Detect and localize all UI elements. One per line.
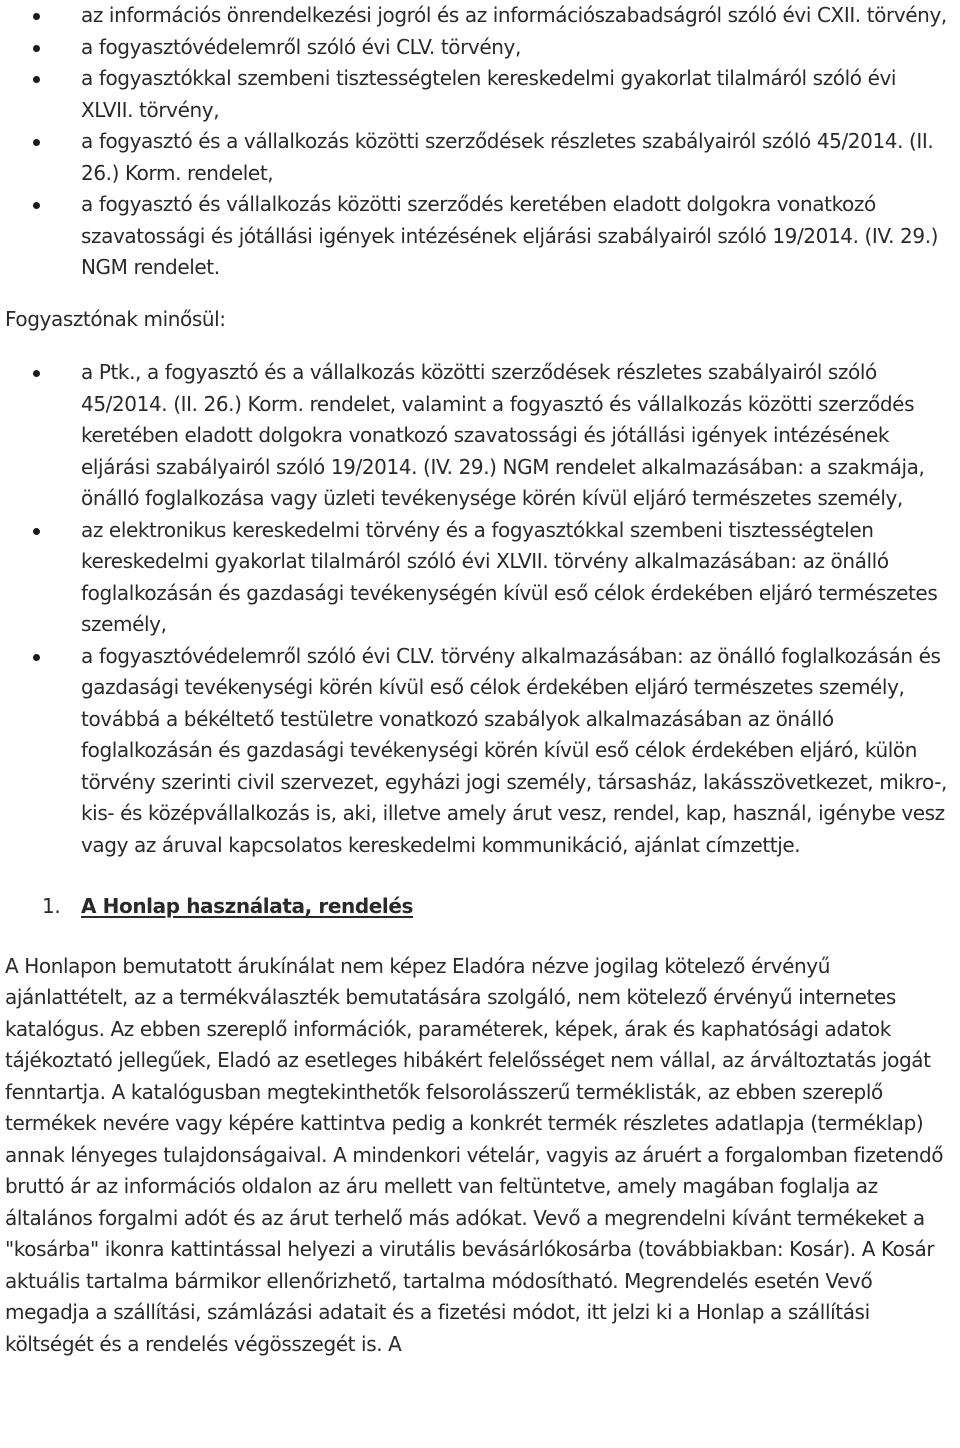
list-item: [5, 357, 950, 515]
list-item: [5, 641, 950, 862]
body-paragraph: A Honlapon bemutatott árukínálat nem képez Eladóra nézve jogilag kötelező érvényű ajánlattételt, az a termékválaszték bemutatására szolgáló, nem kötelező érvényű internetes katalógus. Az ebben szereplő információk, paraméterek, képek, árak és kaphatósági adatok tájékoztató jellegűek, Eladó az esetleges hibákért felelősséget nem vállal, az árváltoztatás jogát fenntartja. A katalógusban megtekinthetők felsorolásszerű terméklisták, az ebben szereplő termékek nevére vagy képére kattintva pedig a konkrét termék részletes adatlapja (terméklap) annak lényeges tulajdonságaival. A mindenkori vételár, vagyis az áruért a forgalomban fizetendő bruttó ár az információs oldalon az áru mellett van feltüntetve, amely magában foglalja az általános forgalmi adót és az árut terhelő más adókat. Vevő a megrendelni kívánt termékeket a "kosárba" ikonra kattintással helyezi a virutális bevásárlókosárba (továbbiakban: Kosár). A Kosár aktuális tartalma bármikor ellenőrizhető, tartalma módosítható. Megrendelés esetén Vevő megadja a szállítási, számlázási adatait és a fizetési módot, itt jelzi ki a Honlap a szállítási költségét és a rendelés végösszegét is. A: [5, 953, 944, 1356]
list-item-text: a fogyasztóvédelemről szóló évi CLV. törvény alkalmazásában: az önálló foglalkozásán és gazdasági tevékenységi körén kívül eső célok érdekében eljáró természetes személy, továbbá a békéltető testületre vonatkozó szabályok alkalmazásában az önálló foglalkozásán és gazdasági tevékenységi körén kívül eső célok érdekében eljáró, külön törvény szerinti civil szervezet, egyházi jogi személy, társasház, lakásszövetkezet, mikro-, kis- és középvállalkozás is, aki, illetve amely árut vesz, rendel, kap, használ, igénybe vesz vagy az áruval kapcsolatos kereskedelmi kommunikáció, ajánlat címzettje.: [81, 643, 947, 857]
consumer-definition-list: [5, 357, 950, 861]
bullet-icon: [33, 654, 40, 661]
list-item-text: a fogyasztóvédelemről szóló évi CLV. törvény,: [81, 34, 521, 59]
list-item-text: az elektronikus kereskedelmi törvény és a fogyasztókkal szembeni tisztességtelen kereskedelmi gyakorlat tilalmáról szóló évi XLVII. törvény alkalmazásában: az önálló foglalkozásán és gazdasági tevékenységén kívül eső célok érdekében eljáró természetes személy,: [81, 517, 938, 636]
list-item: [5, 515, 950, 641]
bullet-icon: [33, 45, 40, 52]
list-item-text: az információs önrendelkezési jogról és az információszabadságról szóló évi CXII. törvény,: [81, 3, 947, 27]
list-item: [5, 189, 950, 284]
section-heading: [5, 891, 950, 923]
section-number: 1.: [42, 894, 61, 918]
bullet-icon: [33, 370, 40, 377]
bullet-icon: [33, 202, 40, 209]
bullet-icon: [33, 139, 40, 146]
law-list: [5, 0, 950, 284]
list-item-text: a fogyasztó és a vállalkozás közötti szerződések részletes szabályairól szóló 45/2014. (II. 26.) Korm. rendelet,: [81, 129, 934, 185]
list-item: [5, 32, 950, 64]
bullet-icon: [33, 13, 40, 20]
section-title: A Honlap használata, rendelés: [81, 894, 414, 918]
list-item-text: a Ptk., a fogyasztó és a vállalkozás közötti szerződések részletes szabályairól szóló 45/2014. (II. 26.) Korm. rendelet, valamint a fogyasztó és vállalkozás közötti szerződés keretében eladott dolgokra vonatkozó szavatossági és jótállási igények intézésének eljárási szabályairól szóló 19/2014. (IV. 29.) NGM rendelet alkalmazásában: a szakmája, önálló foglalkozása vagy üzleti tevékenysége körén kívül eljáró természetes személy,: [81, 360, 925, 510]
list-item-text: a fogyasztókkal szembeni tisztességtelen kereskedelmi gyakorlat tilalmáról szóló évi XLVII. törvény,: [81, 66, 897, 122]
bullet-icon: [33, 76, 40, 83]
list-item-text: a fogyasztó és vállalkozás közötti szerződés keretében eladott dolgokra vonatkozó szavatossági és jótállási igények intézésének eljárási szabályairól szóló 19/2014. (IV. 29.) NGM rendelet.: [81, 192, 939, 279]
bullet-icon: [33, 528, 40, 535]
consumer-heading: Fogyasztónak minősül:: [5, 306, 226, 331]
list-item: [5, 0, 950, 32]
list-item: [5, 126, 950, 189]
list-item: [5, 63, 950, 126]
